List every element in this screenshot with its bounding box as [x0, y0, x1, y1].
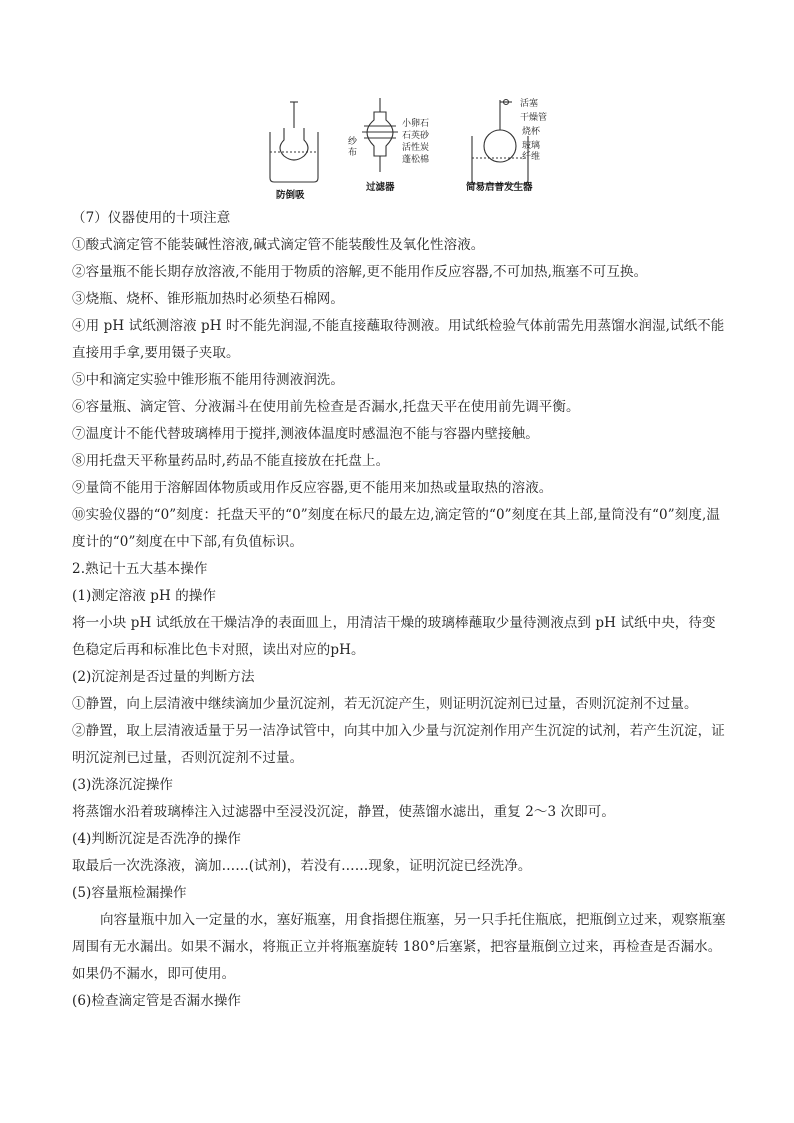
op-2-text-2: ②静置，取上层清液适量于另一洁净试管中，向其中加入少量与沉淀剂作用产生沉淀的试剂，若产生沉淀，证明沉淀剂已过量，否则沉淀剂不过量。 [72, 723, 725, 766]
op-2-text-1: ①静置，向上层清液中继续滴加少量沉淀剂，若无沉淀产生，则证明沉淀剂已过量，否则沉淀剂不过量。 [72, 696, 698, 712]
op-6-heading: (6)检查滴定管是否漏水操作 [72, 993, 242, 1009]
precaution-7: ⑦温度计不能代替玻璃棒用于搅拌,测液体温度时感温泡不能与容器内壁接触。 [72, 426, 539, 442]
kipp-label-drying-tube: 干燥管 [520, 113, 548, 123]
filter-side-label-2: 布 [348, 148, 358, 158]
figure-caption-kipp: 简易启普发生器 [466, 182, 533, 193]
op-5-heading: (5)容量瓶检漏操作 [72, 885, 187, 901]
filter-label-pebble: 小卵石 [402, 119, 430, 129]
figure-caption-filter: 过滤器 [366, 182, 395, 193]
precaution-2: ②容量瓶不能长期存放溶液,不能用于物质的溶解,更不能用作反应容器,不可加热,瓶塞不可互换。 [72, 264, 648, 280]
op-3-text: 将蒸馏水沿着玻璃棒注入过滤器中至浸没沉淀，静置，使蒸馏水滤出，重复 2～3 次即可。 [72, 804, 615, 820]
kipp-label-glass: 玻璃 [522, 141, 541, 151]
document-body [72, 205, 726, 1015]
apparatus-figure [262, 92, 562, 200]
precaution-8: ⑧用托盘天平称量药品时,药品不能直接放在托盘上。 [72, 453, 390, 469]
filter-label-quartz: 石英砂 [402, 131, 430, 141]
precaution-6: ⑥容量瓶、滴定管、分液漏斗在使用前先检查是否漏水,托盘天平在使用前先调平衡。 [72, 399, 580, 415]
apparatus-drawing [262, 92, 562, 200]
kipp-label-fiber: 纤维 [522, 152, 541, 162]
anti-suckback-apparatus [270, 102, 318, 182]
figure-caption-anti-suckback: 防倒吸 [276, 190, 305, 200]
op-1-text: 将一小块 pH 试纸放在干燥洁净的表面皿上，用清洁干燥的玻璃棒蘸取少量待测液点到 pH 试纸中央，待变色稳定后再和标准比色卡对照，读出对应的pH。 [72, 615, 716, 658]
op-4-text: 取最后一次洗涤液，滴加……(试剂)，若没有……现象，证明沉淀已经洗净。 [72, 858, 532, 874]
kipp-label-beaker: 烧杯 [522, 127, 541, 137]
op-1-heading: (1)测定溶液 pH 的操作 [72, 588, 217, 604]
op-2-heading: (2)沉淀剂是否过量的判断方法 [72, 669, 255, 685]
precaution-10: ⑩实验仪器的“0”刻度：托盘天平的“0”刻度在标尺的最左边,滴定管的“0”刻度在其上部,量筒没有“0”刻度,温度计的“0”刻度在中下部,有负值标识。 [72, 507, 720, 550]
precaution-1: ①酸式滴定管不能装碱性溶液,碱式滴定管不能装酸性及氧化性溶液。 [72, 237, 485, 253]
filter-label-cotton: 蓬松棉 [402, 155, 430, 165]
filter-side-label-1: 纱 [348, 137, 358, 147]
precaution-4: ④用 pH 试纸测溶液 pH 时不能先润湿,不能直接蘸取待测液。用试纸检验气体前需先用蒸馏水润湿,试纸不能直接用手拿,要用镊子夹取。 [72, 318, 725, 361]
precaution-9: ⑨量筒不能用于溶解固体物质或用作反应容器,更不能用来加热或量取热的溶液。 [72, 480, 553, 496]
filter-apparatus [362, 98, 398, 172]
kipp-label-stopcock: 活塞 [520, 99, 539, 109]
filter-label-carbon: 活性炭 [402, 143, 430, 153]
precaution-5: ⑤中和滴定实验中锥形瓶不能用待测液润洗。 [72, 372, 344, 388]
section-heading-ten-precautions: （7）仪器使用的十项注意 [72, 210, 231, 226]
op-4-heading: (4)判断沉淀是否洗净的操作 [72, 831, 242, 847]
op-5-text: 向容量瓶中加入一定量的水，塞好瓶塞，用食指摁住瓶塞，另一只手托住瓶底，把瓶倒立过来，观察瓶塞周围有无水漏出。如果不漏水，将瓶正立并将瓶塞旋转 180°后塞紧，把容量瓶倒立过来，再检查是否漏水。如果仍不漏水，即可使用。 [72, 912, 726, 982]
op-3-heading: (3)洗涤沉淀操作 [72, 777, 174, 793]
precaution-3: ③烧瓶、烧杯、锥形瓶加热时必须垫石棉网。 [72, 291, 344, 307]
section-heading-basic-operations: 2.熟记十五大基本操作 [72, 561, 208, 577]
